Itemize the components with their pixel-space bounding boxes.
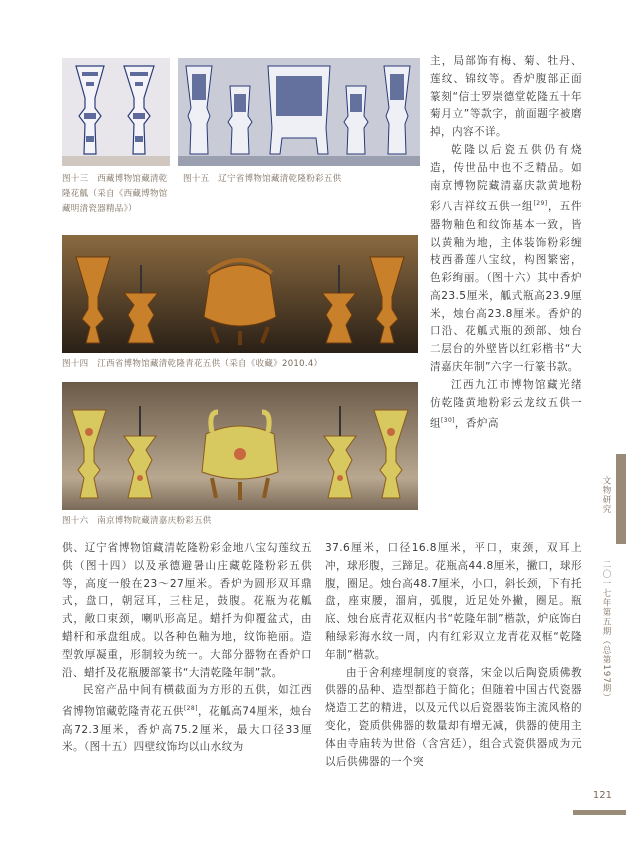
left-paragraph-2 — [62, 682, 312, 757]
figure-15-caption: 图十五 辽宁省博物馆藏清乾隆粉彩五供 — [183, 174, 342, 184]
right-paragraph-2 — [430, 142, 582, 377]
bottom-right-paragraph-1: 37.6厘米，口径16.8厘米，平口，束颈，双耳上冲，球形腹，三蹄足。花瓶高44.8厘米，撇口，球形腹，圈足。烛台高48.7厘米，小口，斜长颈，下有托盘，座束腰，溜肩，弧腹，近足处外撇，圈足。瓶底、烛台底青花双框内书“乾隆年制”楷款，炉底饰白釉绿彩海水纹一周，内有红彩双立龙青花双框“乾隆年制”楷款。 — [325, 542, 582, 661]
figure-14-photo — [62, 235, 418, 353]
page-number: 121 — [592, 790, 612, 801]
figure-16-image — [62, 382, 418, 510]
figure-15-image — [178, 58, 420, 166]
figure-13-caption: 图十三 西藏博物馆藏清乾隆花觚（采自《西藏博物馆藏明清瓷器精品》） — [62, 174, 168, 214]
right-paragraph-1: 主，局部饰有梅、菊、牡丹、莲纹、锦纹等。香炉腹部正面篆刻“信士罗崇德堂乾隆五十年菊月立”等款字，前面题字被磨掉，内容不详。 — [430, 55, 582, 139]
right-p2-text: 乾隆以后瓷五供仍有烧造，传世品中也不乏精品。如南京博物院藏清嘉庆款黄地粉彩八吉祥纹五供一组 — [430, 143, 582, 213]
figure-13-image — [62, 58, 170, 166]
bottom-right-column-text — [325, 540, 582, 771]
right-p3-text: 江西九江市博物馆藏光绪仿乾隆黄地粉彩云龙纹五供一组 — [430, 378, 582, 430]
page-footer-bar — [573, 810, 626, 815]
left-p2-text-b: ，花觚高74厘米，烛台高72.3厘米，香炉高75.2厘米，最大口径33厘米。（图十五）四壁纹饰均以山水纹为 — [62, 705, 312, 754]
footnote-ref-28: [28] — [183, 705, 198, 713]
bottom-right-paragraph-2: 由于舍利瘗埋制度的衰落，宋金以后陶瓷质佛教供器的品种、造型都趋于简化；但随着中国古代瓷器烧造工艺的精进，以及元代以后瓷器装饰主流风格的变化，瓷质供佛器的数量却有增无减，供器的使用主体由寺庙转为世俗（含宫廷），组合式瓷供器成为元以后供佛器的一个突 — [325, 666, 582, 768]
figure-14-image — [62, 235, 418, 353]
footnote-ref-29: [29] — [533, 200, 548, 208]
left-paragraph-1: 供、辽宁省博物馆藏清乾隆粉彩金地八宝勾莲纹五供（图十四）以及承德避暑山庄藏乾隆粉彩五供等，高度一般在23～27厘米。香炉为圆形双耳鼎式，盘口，朝冠耳，三柱足，鼓腹。花瓶为花觚式，敞口束颈，喇叭形高足。蜡扦为仰覆盆式，由蜡杆和承盘组成。以各种色釉为地，纹饰艳丽。造型敦厚凝重，形制较为统一。大部分器物在香炉口沿、蜡扦及花瓶腰部篆书“大清乾隆年制”款。 — [62, 542, 312, 679]
figure-13-photo — [62, 58, 170, 166]
right-column-text — [430, 53, 582, 434]
right-p2-text-b: ，五件器物釉色和纹饰基本一致，皆以黄釉为地，主体装饰粉彩缠枝西番莲八宝纹，构图繁密，色彩绚丽。（图十六）其中香炉高23.5厘米，觚式瓶高23.9厘米，烛台高23.8厘米。香炉的口沿、花觚式瓶的颈部、烛台二层台的外壁皆以红彩楷书“大清嘉庆年制”六字一行篆书款。 — [430, 200, 583, 374]
margin-bar-top — [616, 454, 626, 544]
right-p3-text-b: ，香炉高 — [454, 418, 499, 430]
figure-14-caption: 图十四 江西省博物馆藏清乾隆青花五供（采自《收藏》2010.4） — [62, 359, 323, 369]
figure-15-photo — [178, 58, 420, 166]
footnote-ref-30: [30] — [441, 417, 455, 425]
section-label: 文物研究 — [601, 476, 611, 514]
right-paragraph-3 — [430, 377, 582, 434]
left-p2-text: 民窑产品中间有横截面为方形的五供，如江西省博物馆藏乾隆青花五供 — [62, 684, 312, 718]
figure-16-caption: 图十六 南京博物院藏清嘉庆粉彩五供 — [62, 516, 212, 526]
left-column-text — [62, 540, 312, 757]
issue-label: 二〇一七年第五期（总第197期） — [601, 560, 611, 703]
figure-16-photo — [62, 382, 418, 510]
